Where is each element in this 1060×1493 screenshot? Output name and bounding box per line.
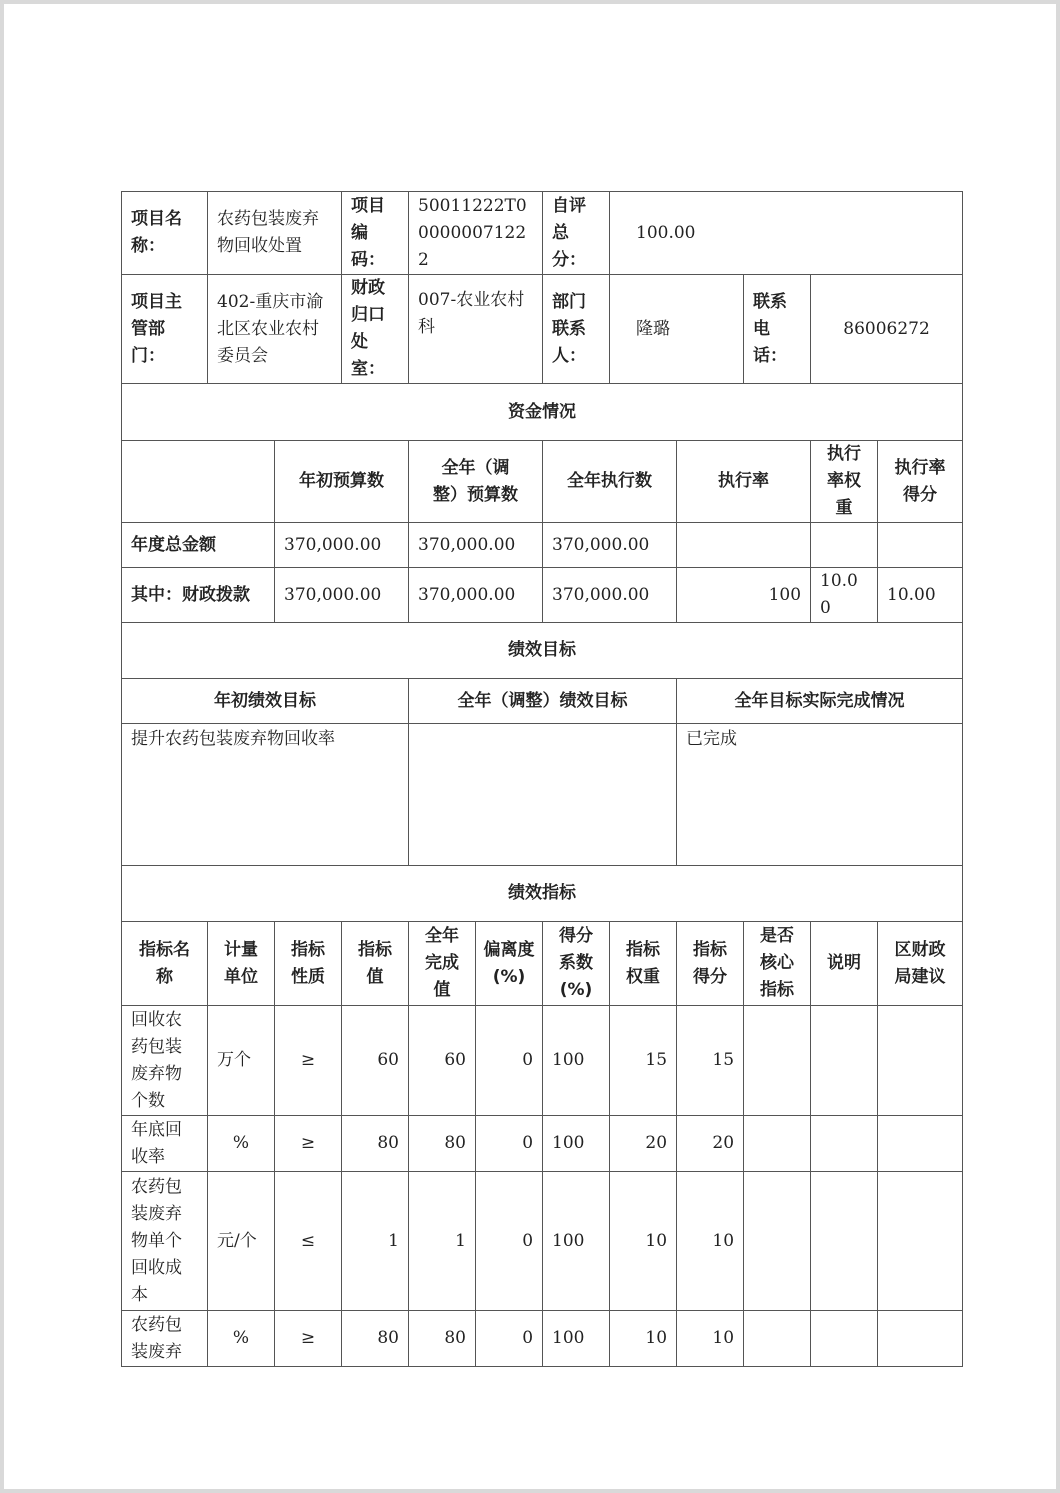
funds-executed-value: 370,000.00 xyxy=(543,568,677,623)
goals-initial-header: 年初绩效目标 xyxy=(122,679,409,724)
indicator-completed: 80 xyxy=(409,1116,476,1172)
indicator-weight: 20 xyxy=(610,1116,677,1172)
indicator-score: 10 xyxy=(677,1311,744,1367)
contact-person-label: 部门联系人： xyxy=(543,275,610,384)
indicator-unit: 万个 xyxy=(208,1006,275,1116)
indicator-coef: 100 xyxy=(543,1116,610,1172)
indicator-coef: 100 xyxy=(543,1006,610,1116)
indicator-completed: 60 xyxy=(409,1006,476,1116)
funds-row xyxy=(122,568,963,623)
funds-header-initial: 年初预算数 xyxy=(275,441,409,523)
department-info-row xyxy=(122,275,963,384)
self-score-label: 自评总分： xyxy=(543,192,610,275)
goals-initial-value: 提升农药包装废弃物回收率 xyxy=(122,724,409,866)
indicator-suggestion xyxy=(878,1006,963,1116)
indicator-core xyxy=(744,1311,811,1367)
goals-actual-value: 已完成 xyxy=(677,724,963,866)
funds-weight-value: 10.00 xyxy=(811,568,878,623)
funds-adjusted-value: 370,000.00 xyxy=(409,568,543,623)
indicator-coef: 100 xyxy=(543,1311,610,1367)
project-code-value: 50011222T000000071222 xyxy=(409,192,543,275)
department-label: 项目主管部门： xyxy=(122,275,208,384)
indicator-name: 回收农药包装废弃物个数 xyxy=(122,1006,208,1116)
funds-section-title: 资金情况 xyxy=(122,384,963,441)
project-info-row xyxy=(122,192,963,275)
funds-initial-value: 370,000.00 xyxy=(275,568,409,623)
indicator-coef: 100 xyxy=(543,1172,610,1311)
indicator-row xyxy=(122,1172,963,1311)
indicator-value: 1 xyxy=(342,1172,409,1311)
indicator-nature: ≥ xyxy=(275,1116,342,1172)
indicator-header-unit: 计量单位 xyxy=(208,922,275,1006)
indicator-row xyxy=(122,1116,963,1172)
indicator-value: 80 xyxy=(342,1311,409,1367)
funds-row-label: 年度总金额 xyxy=(122,523,275,568)
indicator-name: 农药包装废弃物单个回收成本 xyxy=(122,1172,208,1311)
funds-initial-value: 370,000.00 xyxy=(275,523,409,568)
indicators-header-row xyxy=(122,922,963,1006)
indicators-section-title: 绩效指标 xyxy=(122,866,963,922)
goals-header-row xyxy=(122,679,963,724)
indicator-completed: 80 xyxy=(409,1311,476,1367)
indicator-row xyxy=(122,1311,963,1367)
indicator-nature: ≥ xyxy=(275,1311,342,1367)
department-value: 402-重庆市渝北区农业农村委员会 xyxy=(208,275,342,384)
goals-actual-header: 全年目标实际完成情况 xyxy=(677,679,963,724)
indicator-header-core: 是否核心指标 xyxy=(744,922,811,1006)
indicator-header-note: 说明 xyxy=(811,922,878,1006)
indicator-weight: 10 xyxy=(610,1172,677,1311)
finance-office-value: 007-农业农村科 xyxy=(409,275,543,384)
indicator-weight: 10 xyxy=(610,1311,677,1367)
performance-evaluation-table xyxy=(121,191,963,1367)
indicator-header-coef: 得分系数(%) xyxy=(543,922,610,1006)
indicator-value: 80 xyxy=(342,1116,409,1172)
indicator-suggestion xyxy=(878,1311,963,1367)
indicator-note xyxy=(811,1116,878,1172)
contact-person-value: 隆璐 xyxy=(610,275,744,384)
indicator-score: 15 xyxy=(677,1006,744,1116)
funds-header-blank xyxy=(122,441,275,523)
indicator-nature: ≥ xyxy=(275,1006,342,1116)
indicator-unit: % xyxy=(208,1311,275,1367)
indicator-deviation: 0 xyxy=(476,1311,543,1367)
indicator-note xyxy=(811,1311,878,1367)
finance-office-label: 财政归口处室： xyxy=(342,275,409,384)
funds-rate-value: 100 xyxy=(677,568,811,623)
indicator-weight: 15 xyxy=(610,1006,677,1116)
funds-weight-value xyxy=(811,523,878,568)
indicator-core xyxy=(744,1006,811,1116)
funds-row-label: 其中：财政拨款 xyxy=(122,568,275,623)
indicator-note xyxy=(811,1006,878,1116)
indicator-nature: ≤ xyxy=(275,1172,342,1311)
funds-header-adjusted: 全年（调整）预算数 xyxy=(433,457,518,505)
indicator-deviation: 0 xyxy=(476,1116,543,1172)
indicator-suggestion xyxy=(878,1116,963,1172)
indicator-header-value: 指标值 xyxy=(342,922,409,1006)
goals-section-title: 绩效目标 xyxy=(122,623,963,679)
indicator-suggestion xyxy=(878,1172,963,1311)
indicator-core xyxy=(744,1116,811,1172)
funds-score-value: 10.00 xyxy=(878,568,963,623)
goals-content-row xyxy=(122,724,963,866)
indicator-header-completed: 全年完成值 xyxy=(409,922,476,1006)
self-score-value: 100.00 xyxy=(610,192,963,275)
indicator-header-deviation: 偏离度(%) xyxy=(476,922,543,1006)
document-page xyxy=(4,4,1056,1489)
project-name-value: 农药包装废弃物回收处置 xyxy=(208,192,342,275)
indicator-name: 农药包装废弃 xyxy=(122,1311,208,1367)
indicator-row xyxy=(122,1006,963,1116)
indicator-header-score: 指标得分 xyxy=(677,922,744,1006)
indicator-unit: % xyxy=(208,1116,275,1172)
indicator-core xyxy=(744,1172,811,1311)
goals-adjusted-header: 全年（调整）绩效目标 xyxy=(409,679,677,724)
indicator-completed: 1 xyxy=(409,1172,476,1311)
indicator-score: 20 xyxy=(677,1116,744,1172)
indicator-header-name: 指标名称 xyxy=(122,922,208,1006)
funds-row xyxy=(122,523,963,568)
indicator-unit: 元/个 xyxy=(208,1172,275,1311)
funds-header-weight: 执行率权重 xyxy=(811,441,878,523)
funds-header-executed: 全年执行数 xyxy=(543,441,677,523)
indicator-header-nature: 指标性质 xyxy=(275,922,342,1006)
funds-header-rate: 执行率 xyxy=(677,441,811,523)
funds-adjusted-value: 370,000.00 xyxy=(409,523,543,568)
funds-rate-value xyxy=(677,523,811,568)
indicator-score: 10 xyxy=(677,1172,744,1311)
indicator-value: 60 xyxy=(342,1006,409,1116)
funds-header-score: 执行率得分 xyxy=(894,457,946,505)
funds-header-row xyxy=(122,441,963,523)
funds-executed-value: 370,000.00 xyxy=(543,523,677,568)
indicator-header-weight: 指标权重 xyxy=(610,922,677,1006)
indicator-header-suggestion: 区财政局建议 xyxy=(878,922,963,1006)
project-name-label: 项目名称： xyxy=(122,192,208,275)
indicator-name: 年底回收率 xyxy=(122,1116,208,1172)
indicator-deviation: 0 xyxy=(476,1006,543,1116)
funds-score-value xyxy=(878,523,963,568)
phone-label: 联系电话： xyxy=(744,275,811,384)
phone-value: 86006272 xyxy=(811,275,963,384)
project-code-label: 项目编码： xyxy=(342,192,409,275)
goals-adjusted-value xyxy=(409,724,677,866)
indicator-note xyxy=(811,1172,878,1311)
indicator-deviation: 0 xyxy=(476,1172,543,1311)
